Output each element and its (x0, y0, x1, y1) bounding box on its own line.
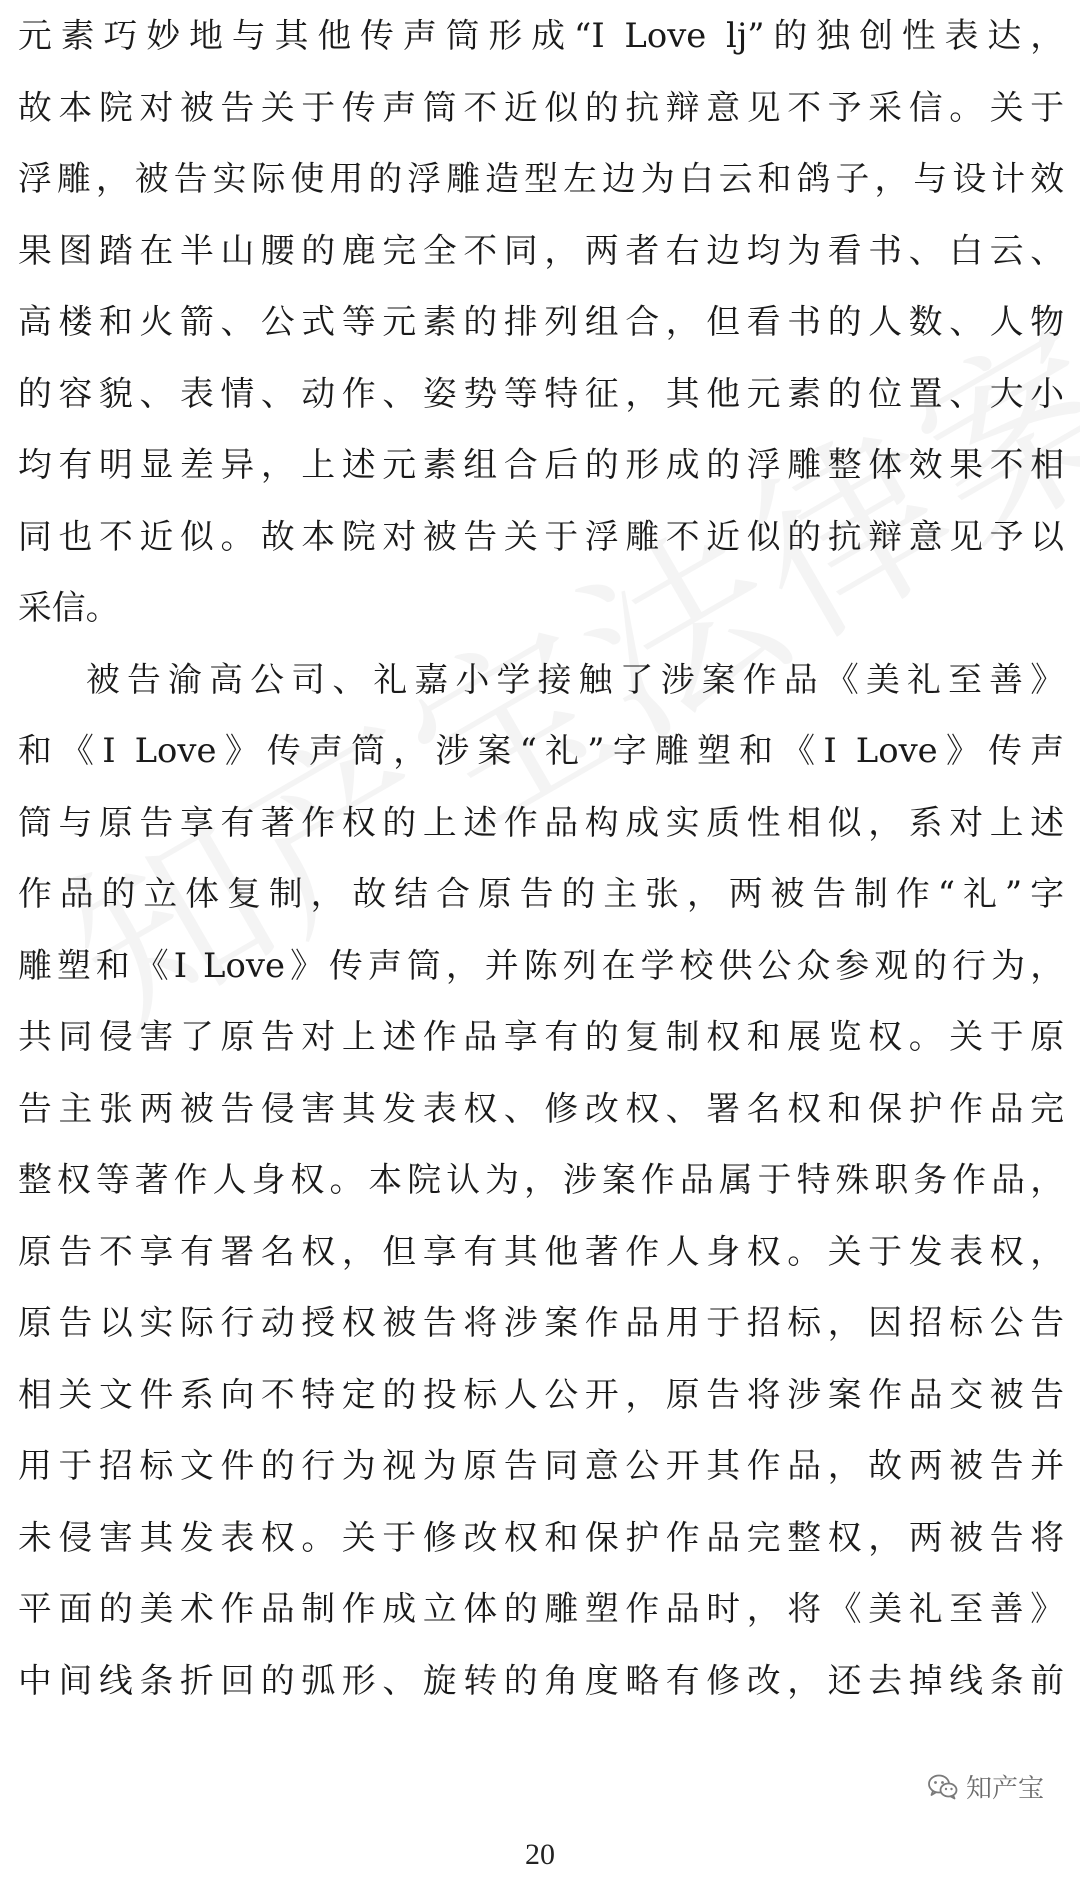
wechat-icon (928, 1774, 958, 1800)
text-line: 共同侵害了原告对上述作品享有的复制权和展览权。关于原 (18, 1017, 1064, 1056)
text-line: 元素巧妙地与其他传声筒形成“I Love lj”的独创性表达， (18, 16, 1064, 55)
document-body (18, 0, 1064, 1716)
page-number: 20 (525, 1838, 555, 1871)
text-line: 用于招标文件的行为视为原告同意公开其作品，故两被告并 (18, 1446, 1064, 1485)
text-line: 雕塑和《I Love》传声筒，并陈列在学校供公众参观的行为， (18, 945, 1064, 985)
text-line: 中间线条折回的弧形、旋转的角度略有修改，还去掉线条前 (18, 1660, 1064, 1700)
text-line: 告主张两被告侵害其发表权、修改权、署名权和保护作品完 (18, 1088, 1064, 1128)
paragraph (18, 644, 1064, 1717)
text-line: 作品的立体复制，故结合原告的主张，两被告制作“礼”字 (18, 874, 1064, 913)
text-line: 采信。 (18, 588, 120, 627)
text-line: 未侵害其发表权。关于修改权和保护作品完整权，两被告将 (18, 1517, 1064, 1557)
text-line: 浮雕，被告实际使用的浮雕造型左边为白云和鸽子，与设计效 (18, 159, 1064, 198)
text-line: 原告不享有署名权，但享有其他著作人身权。关于发表权， (18, 1231, 1064, 1271)
text-line: 同也不近似。故本院对被告关于浮雕不近似的抗辩意见予以 (18, 516, 1064, 556)
text-line: 相关文件系向不特定的投标人公开，原告将涉案作品交被告 (18, 1374, 1064, 1414)
text-line: 的容貌、表情、动作、姿势等特征，其他元素的位置、大小 (18, 373, 1064, 413)
text-line: 和《I Love》传声筒，涉案“礼”字雕塑和《I Love》传声 (18, 731, 1064, 770)
text-line: 果图踏在半山腰的鹿完全不同，两者右边均为看书、白云、 (18, 230, 1064, 270)
source-brand (928, 1768, 1044, 1805)
text-line: 平面的美术作品制作成立体的雕塑作品时，将《美礼至善》 (18, 1589, 1064, 1628)
text-line: 筒与原告享有著作权的上述作品构成实质性相似，系对上述 (18, 802, 1064, 842)
text-line: 原告以实际行动授权被告将涉案作品用于招标，因招标公告 (18, 1303, 1064, 1342)
text-line: 被告渝高公司、礼嘉小学接触了涉案作品《美礼至善》 (86, 659, 1064, 699)
text-line: 均有明显差异，上述元素组合后的形成的浮雕整体效果不相 (18, 445, 1064, 484)
text-line: 整权等著作人身权。本院认为，涉案作品属于特殊职务作品， (18, 1160, 1064, 1199)
brand-label: 知产宝 (965, 1774, 1044, 1804)
text-line: 故本院对被告关于传声筒不近似的抗辩意见不予采信。关于 (18, 87, 1064, 127)
text-line: 高楼和火箭、公式等元素的排列组合，但看书的人数、人物 (18, 302, 1064, 341)
paragraph (18, 0, 1064, 644)
